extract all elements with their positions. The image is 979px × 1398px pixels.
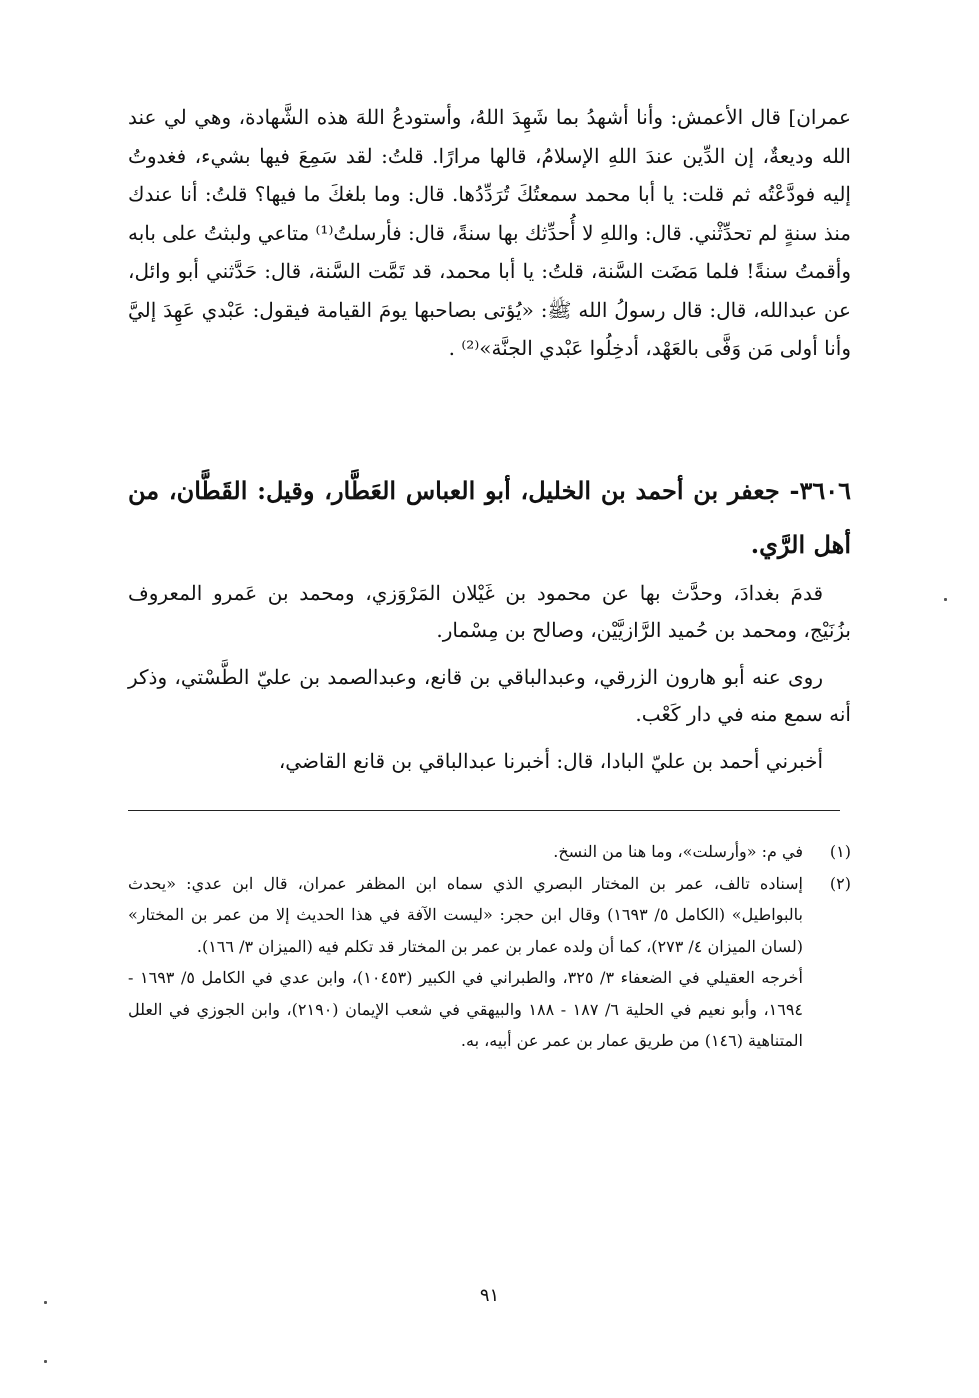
entry-paragraph-isnad: أخبرني أحمد بن عليّ البادا، قال: أخبرنا عبدالباقي بن قانع القاضي، bbox=[278, 749, 823, 773]
entry-paragraph-teachers: قدمَ بغدادَ، وحدَّث بها عن محمود بن غَيْلان المَرْوَزي، ومحمد بن عَمرو المعروف بزُنَيْج، ومحمد بن حُميد الرَّازيَّيْن، وصالح بن مِسْمار. bbox=[128, 581, 851, 642]
footnote-number: (١) bbox=[829, 842, 851, 861]
page-number: ٩١ bbox=[479, 1285, 500, 1306]
entry-body bbox=[128, 575, 851, 780]
scan-speck bbox=[44, 1301, 47, 1304]
scan-speck bbox=[944, 598, 947, 601]
footnote-text: إسناده تالف، عمر بن المختار البصري الذي سماه ابن المظفر عمران، قال ابن عدي: «يحدث بالبواطيل» (الكامل ٥/ ١٦٩٣) وقال ابن حجر: «ليست الآفة في هذا الحديث إلا من عمر بن المختار» (لسان الميزان ٤/ ٢٧٣)، كما أن ولده عمار بن عمر بن المختار قد تكلم فيه (الميزان ٣/ ١٦٦). bbox=[128, 873, 803, 956]
footnote-1 bbox=[128, 836, 851, 868]
entry-heading: ٣٦٠٦- جعفر بن أحمد بن الخليل، أبو العباس العَطَّار، وقيل: القَطَّان، من أهل الرَّي. bbox=[128, 476, 851, 559]
scan-speck bbox=[44, 1360, 47, 1363]
footnote-text: في م: «وأرسلت»، وما هنا من النسخ. bbox=[553, 842, 803, 861]
footnote-separator bbox=[128, 810, 840, 811]
hadith-paragraph: عمران] قال الأعمش: وأنا أشهدُ بما شَهِدَ اللهُ، وأستودعُ اللهَ هذه الشَّهادة، وهي لي عند الله وديعةٌ، إن الدِّين عندَ اللهِ الإسلامُ، قالها مرارًا. قلتُ: لقد سَمِعَ فيها بشيء، فغدوتُ إليه فودَّعْتُه ثم قلت: يا أبا محمد سمعتُكَ تُرَدِّدُها. قال: وما بلغكَ ما فيها؟ قلتُ: أنا عندك منذ سنةٍ لم تحدِّثْني. قال: واللهِ لا أُحدِّثك بها سنةً، قال: فأرسلتُ⁽¹⁾ متاعي ولبثتُ على بابه وأقمتُ سنةً! فلما مَضَت السَّنة، قلتُ: يا أبا محمد، قد تَمَّت السَّنة، قال: حَدَّثني أبو وائل، عن عبدالله، قال: قال رسولُ الله ﷺ: «يُؤتى بصاحبها يومَ القيامة فيقول: عَبْدي عَهِدَ إليَّ وأنا أولى مَن وَفَّى بالعَهْد، أدخِلُوا عَبْدي الجنَّة»⁽²⁾ . bbox=[128, 105, 851, 360]
entry-paragraph-students: روى عنه أبو هارون الزرقي، وعبدالباقي بن قانع، وعبدالصمد بن عليّ الطَّسْتي، وذكر أنه سمع منه في دار كَعْب. bbox=[128, 665, 851, 726]
footnote-number: (٢) bbox=[829, 873, 851, 893]
footnotes-block bbox=[128, 836, 851, 1057]
footnote-2 bbox=[128, 868, 851, 963]
footnote-2-continuation: أخرجه العقيلي في الضعفاء ٣/ ٣٢٥، والطبراني في الكبير (١٠٤٥٣)، وابن عدي في الكامل ٥/ ١٦٩٣ - ١٦٩٤، وأبو نعيم في الحلية ٦/ ١٨٧ - ١٨٨ والبيهقي في شعب الإيمان (٢١٩٠)، وابن الجوزي في العلل المتناهية (١٤٦) من طريق عمار بن عمر عن أبيه، به. bbox=[128, 968, 804, 1050]
main-text-block bbox=[128, 98, 851, 368]
